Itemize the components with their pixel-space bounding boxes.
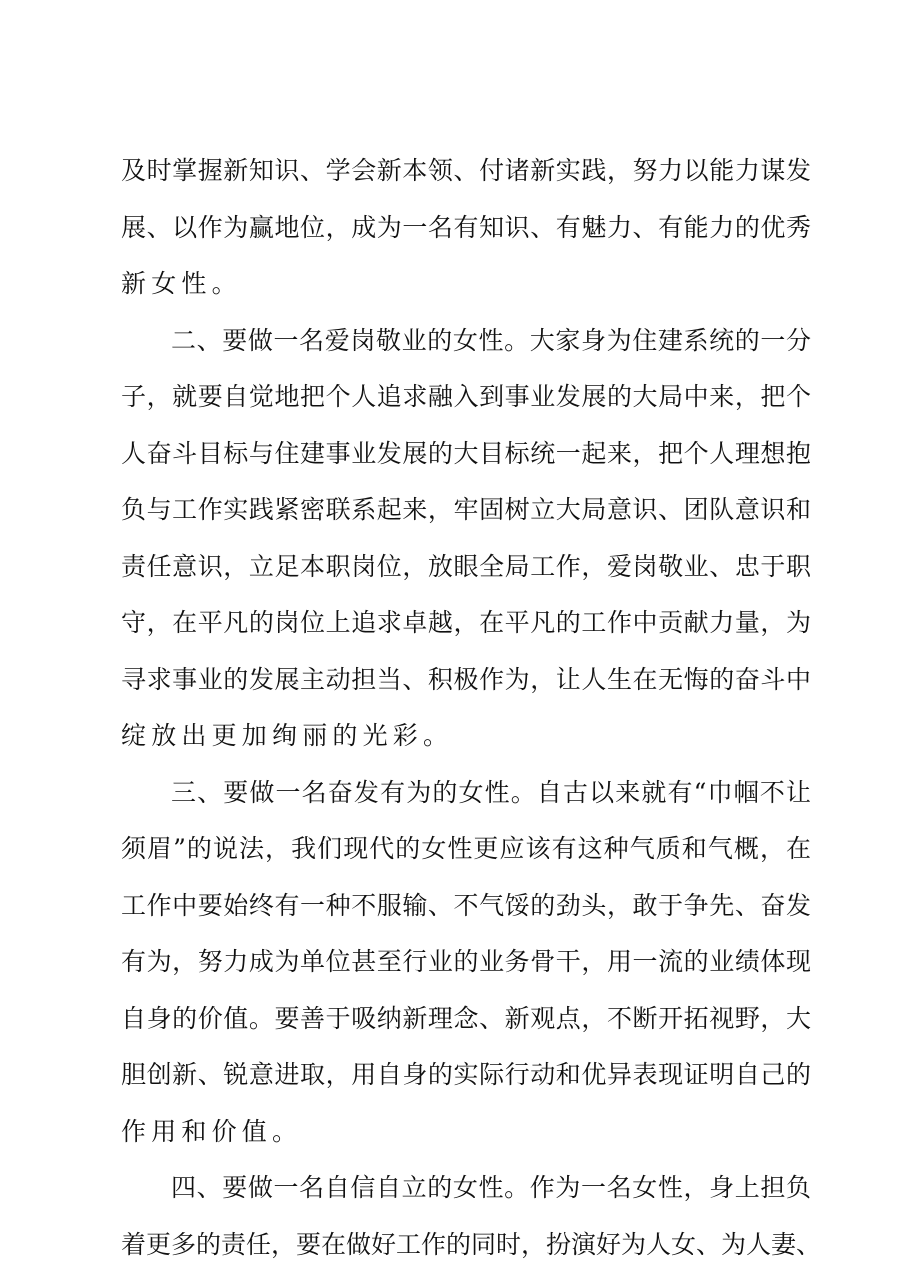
text-line: 人奋斗目标与住建事业发展的大目标统一起来，把个人理想抱 bbox=[121, 438, 811, 468]
text-line: 作用和价值。 bbox=[121, 1116, 303, 1146]
text-line: 责任意识，立足本职岗位，放眼全局工作，爱岗敬业、忠于职 bbox=[121, 551, 811, 581]
text-line: 负与工作实践紧密联系起来，牢固树立大局意识、团队意识和 bbox=[121, 495, 811, 524]
text-line: 胆创新、锐意进取，用自身的实际行动和优异表现证明自己的 bbox=[121, 1060, 811, 1089]
text-line: 工作中要始终有一种不服输、不气馁的劲头，敢于争先、奋发 bbox=[121, 890, 811, 920]
paragraph-first-line: 四、要做一名自信自立的女性。作为一名女性，身上担负 bbox=[171, 1173, 811, 1202]
document-body bbox=[121, 143, 822, 1273]
paragraph-first-line: 二、要做一名爱岗敬业的女性。大家身为住建系统的一分 bbox=[171, 325, 811, 355]
text-line: 自身的价值。要善于吸纳新理念、新观点，不断开拓视野，大 bbox=[121, 1003, 811, 1033]
text-line: 有为，努力成为单位甚至行业的业务骨干，用一流的业绩体现 bbox=[121, 947, 811, 976]
text-line: 及时掌握新知识、学会新本领、付诸新实践，努力以能力谋发 bbox=[121, 156, 811, 185]
text-line: 新女性。 bbox=[121, 269, 242, 298]
paragraph-first-line: 三、要做一名奋发有为的女性。自古以来就有“巾帼不让 bbox=[171, 777, 811, 807]
text-line: 须眉”的说法，我们现代的女性更应该有这种气质和气概，在 bbox=[121, 834, 811, 863]
text-line: 子，就要自觉地把个人追求融入到事业发展的大局中来，把个 bbox=[121, 382, 811, 411]
text-line: 着更多的责任，要在做好工作的同时，扮演好为人女、为人妻、 bbox=[121, 1229, 822, 1259]
text-line: 守，在平凡的岗位上追求卓越，在平凡的工作中贡献力量，为 bbox=[121, 608, 811, 637]
text-line: 绽放出更加绚丽的光彩。 bbox=[121, 721, 454, 750]
text-line: 寻求事业的发展主动担当、积极作为，让人生在无悔的奋斗中 bbox=[121, 664, 811, 694]
text-line: 展、以作为赢地位，成为一名有知识、有魅力、有能力的优秀 bbox=[121, 212, 811, 242]
